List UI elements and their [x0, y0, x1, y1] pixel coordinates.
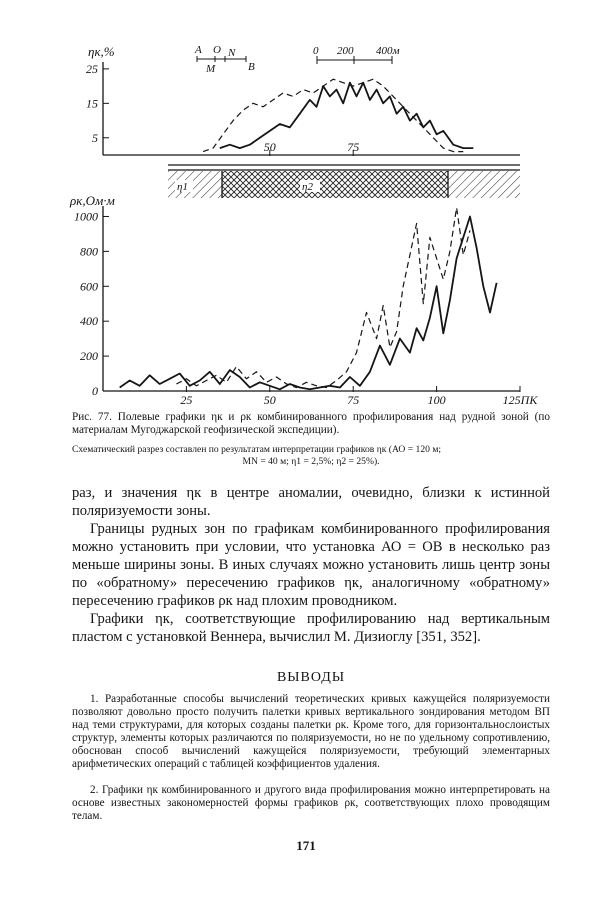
rho-y-tick-label: 1000	[74, 209, 98, 224]
scale-0: 0	[313, 45, 319, 57]
rho-x-tick-label: 50	[263, 393, 276, 405]
paragraph-boundaries: Границы рудных зон по графикам комбинированного профилирования можно установить при условии, что установка АО = ОВ в несколько раз меньше ширины зоны. В иных случаях можно установить лишь центр зоны по «обратному» пересечению графиков ηк, аналогичному «обратному» пересечению графиков ρк над плохим проводником.	[72, 521, 550, 609]
eta2-label: η2	[302, 181, 313, 193]
eta-chart	[86, 44, 520, 156]
caption-main: Рис. 77. Полевые графики ηк и ρк комбинированного профилирования над рудной зоной (по материалам Мугоджарской геофизической экспедиции).	[72, 411, 550, 436]
figure-caption-sub	[72, 444, 550, 468]
rho-x-tick-label: 100	[427, 393, 446, 405]
rho-y-tick-label: 800	[80, 244, 98, 259]
eta-y-tick-label: 25	[86, 61, 98, 76]
electrode-b: B	[248, 61, 255, 73]
eta-x-tick-label: 50	[263, 140, 276, 154]
electrode-n: N	[228, 47, 236, 59]
electrode-a: A	[195, 44, 202, 56]
rho-chart	[69, 193, 538, 405]
eta-y-tick-label: 15	[86, 96, 98, 111]
section-heading: ВЫВОДЫ	[276, 670, 346, 685]
conclusion-1: 1. Разработанные способы вычислений теоретических кривых кажущейся поляризуемости позволяют довольно просто получить палетки кривых вертикального зондирования методом ВП над теми структурами, для которых созданы палетки ρк. Кроме того, для горизонтальнослоистых структур, элементы которых различаются по поляризуемости, но не по удельному сопротивлению, обоснован способ вычислений кажущейся поляризуемости, требующий элементарных арифметических операций с таблицей коэффициентов удаления.	[72, 693, 550, 770]
rho-x-tick-label: 25	[180, 393, 193, 405]
eta-y-label: ηк,%	[88, 44, 115, 59]
figure-caption	[72, 411, 550, 437]
electrode-o: O	[213, 44, 221, 56]
eta1-label: η1	[177, 181, 188, 193]
electrode-m: M	[206, 63, 216, 75]
caption-sub-2: MN = 40 м; η1 = 2,5%; η2 = 25%).	[242, 456, 380, 467]
rho-series-dashed	[176, 208, 470, 388]
rho-x-tick-label: 125ПК	[502, 393, 538, 405]
rho-x-tick-label: 75	[347, 393, 360, 405]
rho-y-tick-label: 400	[80, 314, 98, 329]
eta-series-solid	[220, 83, 473, 148]
conclusion-2: 2. Графики ηк комбинированного и другого вида профилирования можно интерпретировать на основе известных закономерностей формы графиков ρк, соответствующих плохо проводящим телам.	[72, 784, 550, 822]
eta-y-tick-label: 5	[92, 130, 98, 145]
paragraph-wenner: Графики ηк, соответствующие профилированию над вертикальным пластом с установкой Веннера, вычислил М. Дизиоглу [351, 352].	[72, 611, 550, 645]
scale-400: 400м	[376, 45, 400, 57]
scale-bar	[313, 45, 400, 64]
page-number: 171	[296, 838, 316, 853]
ore-zone-fill	[222, 171, 448, 198]
electrode-scheme	[194, 44, 255, 75]
eta-series-dashed	[203, 79, 463, 151]
scale-200: 200	[337, 45, 354, 57]
rho-series-solid	[120, 217, 497, 390]
rho-y-tick-label: 0	[92, 384, 98, 398]
figure-77	[0, 0, 612, 405]
paragraph-continued: раз, и значения ηк в центре аномалии, очевидно, близки к истинной поляризуемости зоны.	[72, 485, 550, 519]
rho-y-tick-label: 600	[80, 279, 98, 294]
geologic-section	[168, 165, 520, 198]
rho-y-tick-label: 200	[80, 349, 98, 364]
eta-x-tick-label: 75	[347, 140, 360, 154]
rho-y-label: ρк,Ом·м	[70, 193, 115, 208]
caption-sub-1: Схематический разрез составлен по результатам интерпретации графиков ηк (АО = 120 м;	[72, 444, 442, 455]
